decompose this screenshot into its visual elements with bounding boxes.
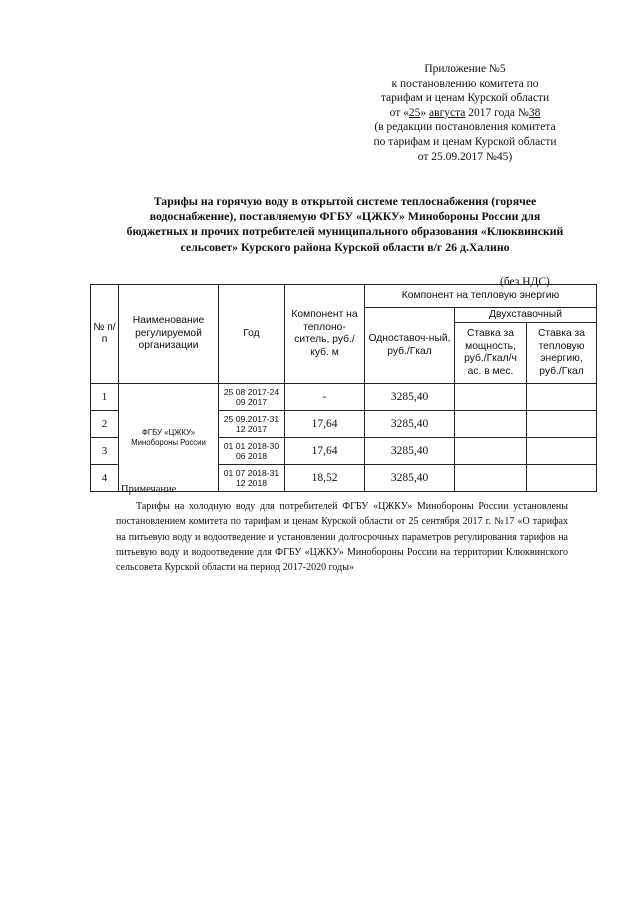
appendix-ref-line: тарифам и ценам Курской области [380, 92, 550, 105]
row-single: 3285,40 [365, 465, 455, 492]
row-carrier: 18,52 [285, 465, 365, 492]
row-number: 2 [91, 411, 119, 438]
row-capacity [455, 465, 527, 492]
row-number: 1 [91, 384, 119, 411]
tariff-table [90, 284, 597, 492]
appendix-header [340, 62, 590, 164]
title-line: Тарифы на горячую воду в открытой системе теплоснабжения (горячее [153, 194, 537, 208]
note-body [116, 499, 568, 575]
row-capacity [455, 438, 527, 465]
revision-line: по тарифам и ценам Курской области [373, 135, 557, 148]
vat-note: (без НДС) [500, 276, 550, 288]
header-energy: Компонент на тепловую энергию [365, 285, 597, 308]
title-line: бюджетных и прочих потребителей муниципального образования «Клюквинский [126, 224, 564, 239]
header-year: Год [219, 285, 285, 384]
date-month: августа [429, 106, 466, 119]
row-number: 4 [91, 465, 119, 492]
note-title: Примечание [121, 484, 177, 495]
document-title [110, 194, 580, 255]
revision-line: от 25.09.2017 №45) [417, 150, 513, 163]
date-day: 25 [408, 106, 421, 119]
table-row [91, 384, 597, 411]
row-single: 3285,40 [365, 384, 455, 411]
row-single: 3285,40 [365, 438, 455, 465]
row-single: 3285,40 [365, 411, 455, 438]
row-period: 01 01 2018-30 06 2018 [219, 438, 285, 465]
header-single-rate: Одноставоч-ный, руб./Гкал [365, 308, 455, 384]
row-thermal [527, 438, 597, 465]
row-thermal [527, 384, 597, 411]
header-num: № п/п [91, 285, 119, 384]
row-capacity [455, 411, 527, 438]
date-prefix: от « [389, 106, 409, 119]
revision-line: (в редакции постановления комитета [374, 121, 556, 134]
row-capacity [455, 384, 527, 411]
row-period: 01 07 2018-31 12 2018 [219, 465, 285, 492]
date-year: 2017 года № [465, 106, 529, 119]
row-period: 25 08 2017-24 09 2017 [219, 384, 285, 411]
org-name: ФГБУ «ЦЖКУ» Минобороны России [119, 384, 219, 492]
appendix-ref-line: к постановлению комитета по [391, 77, 539, 90]
row-thermal [527, 411, 597, 438]
appendix-date-line [340, 106, 590, 121]
appendix-number: Приложение №5 [424, 63, 506, 75]
header-double-rate: Двухставочный [455, 308, 597, 323]
decree-number: 38 [528, 106, 541, 119]
header-capacity-rate: Ставка за мощность, руб./Гкал/ч ас. в мес. [455, 323, 527, 384]
row-carrier: 17,64 [285, 438, 365, 465]
title-line: сельсовет» Курского района Курской области в/г 26 д.Халино [180, 239, 510, 254]
header-thermal-rate: Ставка за тепловую энергию, руб./Гкал [527, 323, 597, 384]
row-thermal [527, 465, 597, 492]
title-line: водоснабжение), поставляемую ФГБУ «ЦЖКУ» Минобороны России для [149, 209, 541, 224]
row-number: 3 [91, 438, 119, 465]
row-carrier: 17,64 [285, 411, 365, 438]
row-carrier: - [285, 384, 365, 411]
header-org: Наименование регулируемой организации [119, 285, 219, 384]
date-separator: » [420, 106, 430, 119]
note-text: Тарифы на холодную воду для потребителей ФГБУ «ЦЖКУ» Минобороны России установлены постановлением комитета по тарифам и ценам Курской области от 25 сентября 2017 г. №17 «О тарифах на питьевую воду и водоотведение и установлении долгосрочных параметров регулирования тарифов на питьевую воду и водоотведение для ФГБУ «ЦЖКУ» Минобороны России на территории Клюквинского сельсовета Курской области на период 2017-2020 годы» [116, 501, 568, 574]
header-carrier: Компонент на теплоно-ситель, руб./куб. м [285, 285, 365, 384]
row-period: 25 09.2017-31 12 2017 [219, 411, 285, 438]
